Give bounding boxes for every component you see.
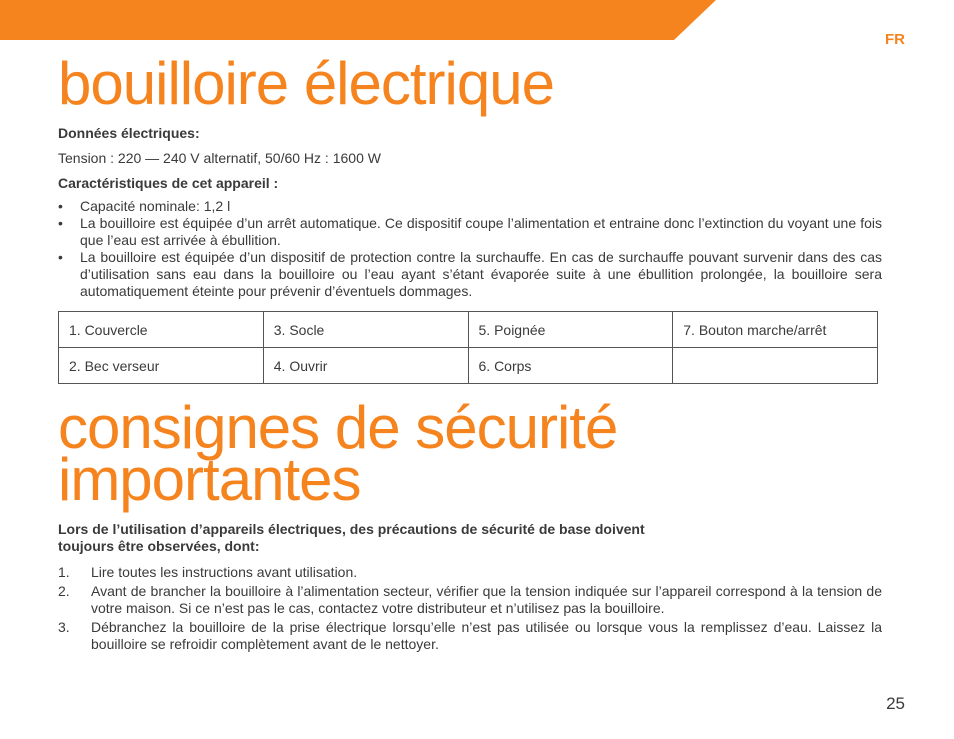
- electrical-data-text: Tension : 220 — 240 V alternatif, 50/60 Hz : 1600 W: [58, 150, 381, 166]
- features-list: [58, 198, 882, 300]
- list-item-text: Débranchez la bouilloire de la prise électrique lorsqu’elle n’est pas utilisée ou lorsque vous la remplissez d’eau. Laissez la bouilloire se refroidir complètement avant de le nettoyer.: [91, 619, 882, 652]
- list-item-text: Lire toutes les instructions avant utilisation.: [91, 564, 358, 580]
- table-cell: 7. Bouton marche/arrêt: [673, 312, 878, 348]
- section-title-safety: [58, 394, 618, 513]
- table-cell: 3. Socle: [263, 312, 468, 348]
- list-item-number: 1.: [58, 564, 70, 580]
- list-item-number: 2.: [58, 583, 70, 599]
- safety-title-line2: importantes: [58, 446, 361, 513]
- table-cell: 6. Corps: [468, 348, 673, 384]
- table-cell: 1. Couvercle: [59, 312, 264, 348]
- table-cell: 5. Poignée: [468, 312, 673, 348]
- list-item-text: Avant de brancher la bouilloire à l’alimentation secteur, vérifier que la tension indiquée sur l’appareil correspond à la tension de votre maison. Si ce n’est pas le cas, contactez votre distributeur et n’utilisez pas la bouilloire.: [91, 583, 882, 616]
- parts-table: [58, 311, 878, 384]
- feature-bullet: • La bouilloire est équipée d’un dispositif de protection contre la surchauffe. En cas de surchauffe pouvant survenir dans des cas d’utilisation sans eau dans la bouilloire ou l’eau ayant s’étant évaporée suite à une ébullition prolongée, la bouilloire sera automatiquement éteinte pour prévenir d’éventuels dommages.: [58, 249, 882, 300]
- table-row: [59, 348, 878, 384]
- list-item-number: 3.: [58, 619, 70, 635]
- list-item: [58, 583, 882, 617]
- safety-title-line1: consignes de sécurité: [58, 394, 618, 461]
- safety-instructions-list: [58, 564, 882, 655]
- language-tag: FR: [885, 31, 905, 48]
- list-item: [58, 619, 882, 653]
- list-item: [58, 564, 882, 581]
- safety-intro-line2: toujours être observées, dont:: [58, 538, 260, 554]
- feature-bullet: • Capacité nominale: 1,2 l: [58, 198, 882, 215]
- table-cell: [673, 348, 878, 384]
- electrical-data-heading: Données électriques:: [58, 125, 200, 141]
- section-title-kettle: bouilloire électrique: [58, 50, 554, 117]
- header-banner: [0, 0, 716, 40]
- table-row: [59, 312, 878, 348]
- feature-bullet: • La bouilloire est équipée d’un arrêt automatique. Ce dispositif coupe l’alimentation et entraine donc l’extinction du voyant une fois que l’eau est arrivée à ébullition.: [58, 215, 882, 249]
- safety-intro-line1: Lors de l’utilisation d’appareils électriques, des précautions de sécurité de base doivent: [58, 521, 645, 537]
- features-heading: Caractéristiques de cet appareil :: [58, 175, 279, 191]
- table-cell: 4. Ouvrir: [263, 348, 468, 384]
- page-number: 25: [886, 694, 905, 713]
- safety-intro: [58, 521, 645, 555]
- table-cell: 2. Bec verseur: [59, 348, 264, 384]
